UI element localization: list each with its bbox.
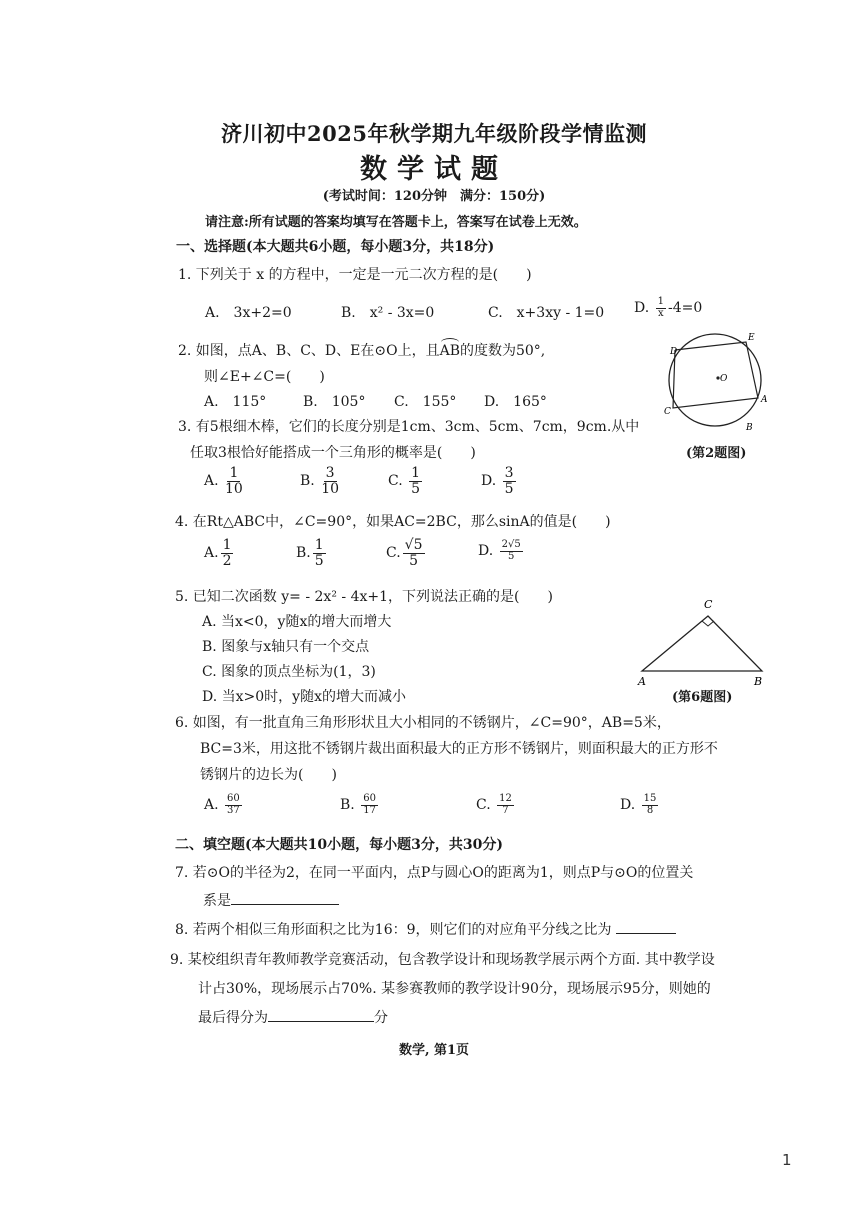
q7-line2: 系是 xyxy=(203,890,339,910)
exam-info: (考试时间：120分钟 满分：150分) xyxy=(322,189,546,204)
pentagon-lines xyxy=(673,342,758,408)
label-c: C xyxy=(664,407,671,417)
page-number: 1 xyxy=(782,1151,792,1169)
q3-option-a: A. $\frac{1}{10}$ xyxy=(204,465,243,497)
q1-d-suffix: -4=0 xyxy=(668,300,703,316)
q3-option-d: D. $\frac{3}{5}$ xyxy=(481,465,514,497)
section2-heading: 二、填空题(本大题共10小题，每小题3分，共30分) xyxy=(175,837,503,853)
q1-option-a: A. 3x+2=0 xyxy=(205,305,292,321)
q1-stem: 1. 下列关于 x 的方程中，一定是一元二次方程的是( ) xyxy=(178,267,532,283)
q4-option-a: A. $\frac{1}{2}$ xyxy=(204,537,232,569)
subject-title: 数学试题 xyxy=(360,154,508,185)
q2-stem: 2. 如图，点A、B、C、D、E在⊙O上，且AB的度数为50°, xyxy=(178,343,546,359)
q6-caption: (第6题图) xyxy=(672,690,733,705)
label-a: A xyxy=(761,395,768,405)
q2-option-d: D. 165° xyxy=(484,394,547,410)
q4-option-b: B. $\frac{1}{5}$ xyxy=(296,537,324,569)
q1-option-b: B. x² - 3x=0 xyxy=(341,305,435,321)
notice: 请注意:所有试题的答案均填写在答题卡上，答案写在试卷上无效。 xyxy=(205,215,587,230)
q5-option-d: D. 当x>0时，y随x的增大而减小 xyxy=(202,689,406,705)
q1-d-fraction: $\frac{1}{x}$ xyxy=(657,296,665,319)
q2-option-b: B. 105° xyxy=(303,394,366,410)
q6-option-a: A. $\frac{60}{37}$ xyxy=(204,793,240,816)
q9-line3: 最后得分为 分 xyxy=(198,1010,388,1026)
q4-stem: 4. 在Rt△ABC中，∠C=90°，如果AC=2BC，那么sinA的值是( ) xyxy=(175,514,611,530)
q2-option-a: A. 115° xyxy=(204,394,267,410)
q3-stem1: 3. 有5根细木棒，它们的长度分别是1cm、3cm、5cm、7cm，9cm.从中 xyxy=(178,419,640,435)
label-e: E xyxy=(748,333,755,343)
q5-option-a: A. 当x<0，y随x的增大而增大 xyxy=(202,614,392,630)
q3-option-b: B. $\frac{3}{10}$ xyxy=(300,465,340,497)
q6-triangle-figure xyxy=(636,596,776,686)
label-b: B xyxy=(754,675,763,688)
q6-stem2: BC=3米，用这批不锈钢片裁出面积最大的正方形不锈钢片，则面积最大的正方形不 xyxy=(200,741,718,757)
q6-stem3: 锈钢片的边长为( ) xyxy=(200,767,337,783)
q6-stem1: 6. 如图，有一批直角三角形形状且大小相同的不锈钢片，∠C=90°，AB=5米， xyxy=(175,715,671,731)
q8: 8. 若两个相似三角形面积之比为16：9，则它们的对应角平分线之比为 xyxy=(175,919,676,939)
q5-stem: 5. 已知二次函数 y= - 2x² - 4x+1，下列说法正确的是( ) xyxy=(175,589,553,605)
label-c: C xyxy=(704,598,713,611)
label-b: B xyxy=(746,423,753,433)
q5-option-c: C. 图象的顶点坐标为(1，3) xyxy=(202,664,376,680)
q9-line2: 计占30%，现场展示占70%. 某参赛教师的教学设计90分，现场展示95分，则她的 xyxy=(198,981,711,997)
q2-caption: (第2题图) xyxy=(686,446,747,461)
q3-stem2: 任取3根恰好能搭成一个三角形的概率是( ) xyxy=(190,445,476,461)
school-title: 济川初中2025年秋学期九年级阶段学情监测 xyxy=(221,121,647,146)
triangle-abc xyxy=(642,616,762,671)
q8-answer-blank xyxy=(616,933,676,934)
label-o: O xyxy=(720,374,728,384)
label-d: D xyxy=(670,347,678,357)
q1-option-d xyxy=(634,297,702,319)
q7-answer-blank xyxy=(231,904,339,905)
q2-circle-figure xyxy=(660,330,780,440)
q2-stem2: 则∠E+∠C=( ) xyxy=(204,369,325,385)
arc-ab: AB xyxy=(439,343,460,359)
page-footer: 数学, 第1页 xyxy=(398,1043,470,1058)
q3-option-c: C. $\frac{1}{5}$ xyxy=(388,465,421,497)
q4-option-d: D. $\frac{2√5}{5}$ xyxy=(478,539,521,562)
q6-option-b: B. $\frac{60}{17}$ xyxy=(340,793,376,816)
q4-option-c: C. $\frac{√5}{5}$ xyxy=(386,537,423,569)
q2-option-c: C. 155° xyxy=(394,394,457,410)
q5-option-b: B. 图象与x轴只有一个交点 xyxy=(202,639,370,655)
section1-heading: 一、选择题(本大题共6小题，每小题3分，共18分) xyxy=(176,239,495,255)
q9-answer-blank xyxy=(268,1021,374,1022)
q9-line1: 9. 某校组织青年教师教学竞赛活动，包含教学设计和现场教学展示两个方面. 其中教学设 xyxy=(170,952,715,968)
q1-option-c: C. x+3xy - 1=0 xyxy=(488,305,605,321)
q6-option-c: C. $\frac{12}{7}$ xyxy=(476,793,512,816)
q6-option-d: D. $\frac{15}{8}$ xyxy=(620,793,657,816)
q1-d-label: D. xyxy=(634,300,650,316)
q7-line1: 7. 若⊙O的半径为2，在同一平面内，点P与圆心O的距离为1，则点P与⊙O的位置关 xyxy=(175,865,694,881)
label-a: A xyxy=(638,675,646,688)
right-angle-mark xyxy=(702,621,714,626)
